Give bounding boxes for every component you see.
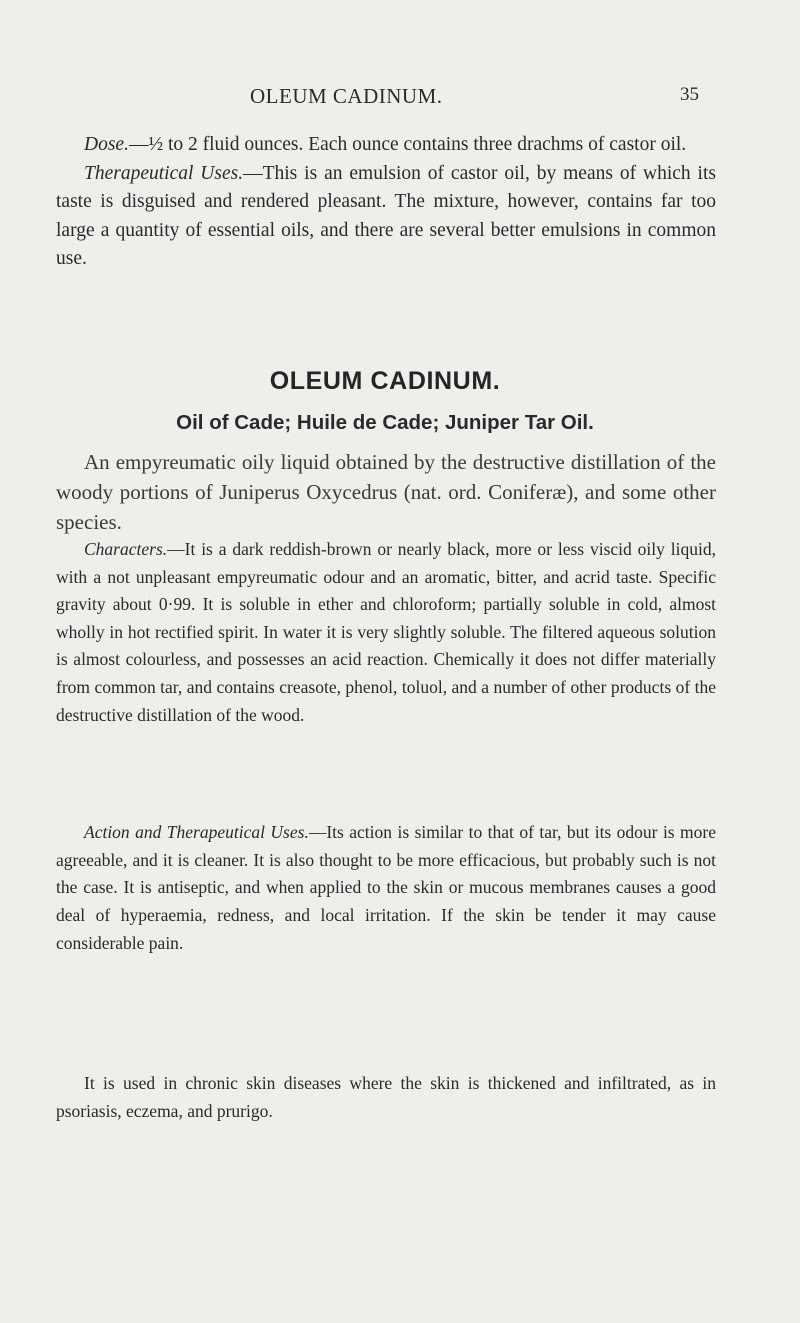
action-text: —Its action is similar to that of tar, but its odour is more agreeable, and it is cleaner. It is also thought to be more efficacious, but probably such is not the case. It is antiseptic, and when applied to the skin or mucous membranes causes a good deal of hyperaemia, redness, and local irritation. If the skin be tender it may cause considerable pain. — [56, 822, 717, 953]
page-number: 35 — [680, 84, 699, 105]
skin-section — [56, 1069, 716, 1125]
action-paragraph — [56, 819, 716, 958]
dose-label: Dose. — [84, 134, 129, 155]
dose-paragraph — [56, 131, 716, 160]
description-paragraph: An empyreumatic oily liquid obtained by the destructive distillation of the woody portions of Juniperus Oxycedrus (nat. ord. Coniferæ), and some other species. — [56, 450, 716, 534]
section-title: OLEUM CADINUM. — [269, 367, 501, 395]
action-label: Action and Therapeutical Uses. — [84, 822, 309, 842]
description-section — [56, 447, 716, 537]
characters-paragraph — [56, 536, 716, 729]
characters-label: Characters. — [84, 539, 168, 559]
running-title: OLEUM CADINUM. — [250, 84, 443, 108]
emulsion-section — [56, 131, 716, 274]
uses-paragraph — [56, 160, 716, 274]
skin-paragraph: It is used in chronic skin diseases where the skin is thickened and infiltrated, as in psoriasis, eczema, and prurigo. — [56, 1073, 716, 1121]
dose-text: —½ to 2 fluid ounces. Each ounce contains three drachms of castor oil. — [128, 134, 687, 155]
synonyms: Oil of Cade; Huile de Cade; Juniper Tar Oil. — [176, 411, 594, 434]
uses-label: Therapeutical Uses. — [84, 162, 244, 184]
uses-text: —This is an emulsion of castor oil, by means of which its taste is disguised and rendered pleasant. The mixture, however, contains far too large a quantity of essential oils, and there are several better emulsions in common use. — [56, 162, 716, 269]
characters-text: —It is a dark reddish-brown or nearly black, more or less viscid oily liquid, with a not unpleasant empyreumatic odour and an aromatic, bitter, and acrid taste. Specific gravity about 0·99. It is soluble in ether and chloroform; partially soluble in cold, almost wholly in hot rectified spirit. In water it is very slightly soluble. The filtered aqueous solution is almost colourless, and possesses an acid reaction. Chemically it does not differ materially from common tar, and contains creasote, phenol, toluol, and a number of other products of the destructive distillation of the wood. — [56, 539, 716, 725]
action-section — [56, 819, 716, 958]
characters-section — [56, 536, 716, 729]
